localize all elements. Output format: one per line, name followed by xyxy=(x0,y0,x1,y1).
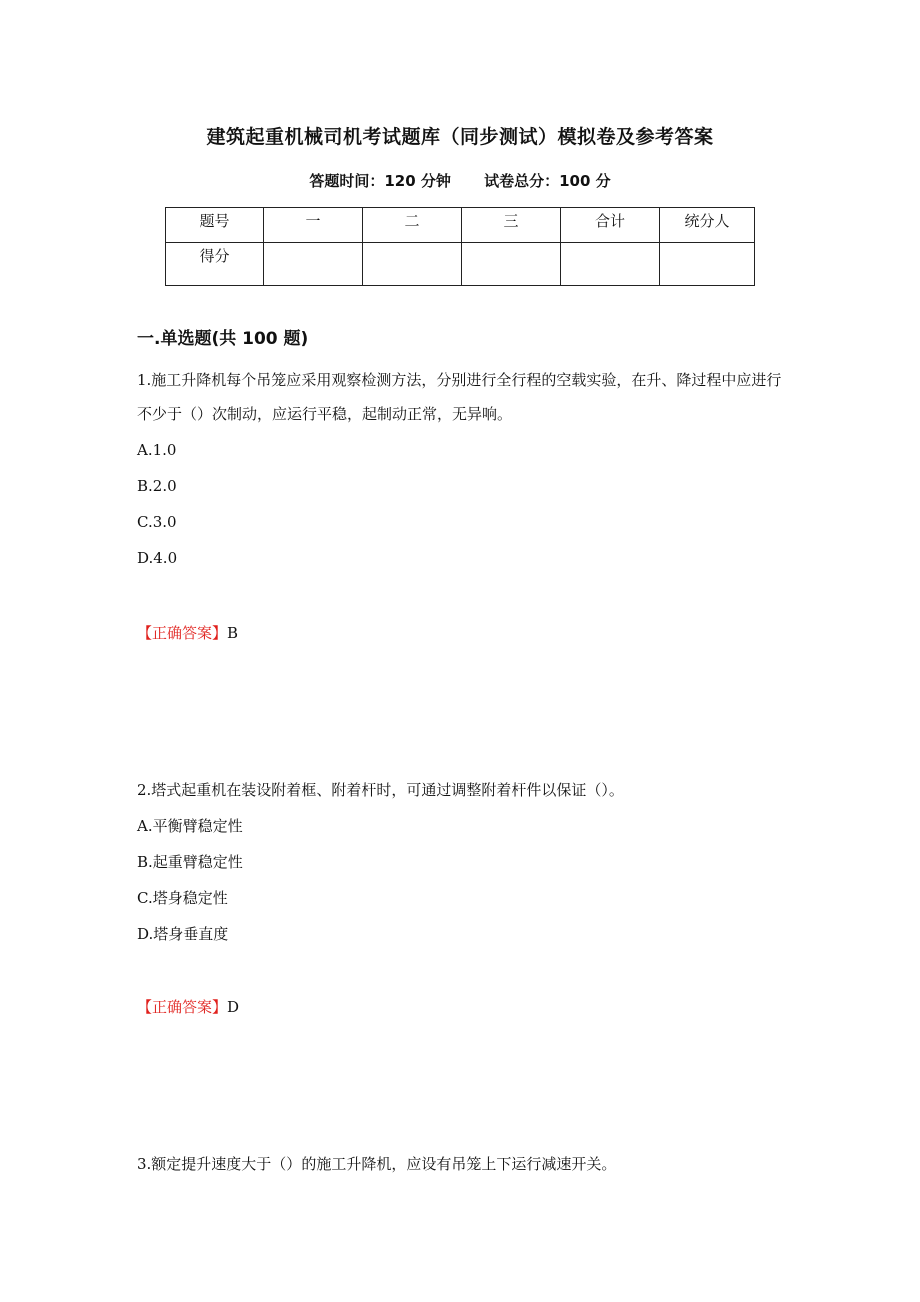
question-text: 2.塔式起重机在装设附着框、附着杆时，可通过调整附着杆件以保证（）。 xyxy=(137,781,624,799)
correct-answer-value: B xyxy=(227,624,239,642)
option-item: B.2.0 xyxy=(137,477,177,495)
exam-total-score: 试卷总分：100 分 xyxy=(484,172,611,190)
correct-answer xyxy=(137,996,239,1017)
section-title: 一.单选题(共 100 题) xyxy=(137,329,309,349)
exam-meta xyxy=(0,170,920,191)
correct-answer-value: D xyxy=(227,998,240,1016)
score-table-row-label: 得分 xyxy=(166,243,264,286)
question-text: 1.施工升降机每个吊笼应采用观察检测方法，分别进行全行程的空载实验，在升、降过程中应进行不少于（）次制动，应运行平稳，起制动正常，无异响。 xyxy=(137,371,782,423)
option-item: B.起重臂稳定性 xyxy=(137,853,243,871)
score-table-header-cell: 三 xyxy=(462,208,561,243)
correct-answer-label: 【正确答案】 xyxy=(137,998,228,1016)
score-cell xyxy=(660,243,755,286)
score-table-header-row xyxy=(166,208,755,243)
option-item: A.平衡臂稳定性 xyxy=(137,817,243,835)
correct-answer xyxy=(137,622,238,643)
option-item: A.1.0 xyxy=(137,441,177,459)
option-item: C.3.0 xyxy=(137,513,177,531)
question-text: 3.额定提升速度大于（）的施工升降机，应设有吊笼上下运行减速开关。 xyxy=(137,1155,617,1173)
score-table-header-cell: 二 xyxy=(363,208,462,243)
score-table-header-cell: 一 xyxy=(264,208,363,243)
option-item: C.塔身稳定性 xyxy=(137,889,228,907)
option-item: D.4.0 xyxy=(137,549,178,567)
correct-answer-label: 【正确答案】 xyxy=(137,624,228,642)
score-cell xyxy=(462,243,561,286)
score-table-header-cell: 统分人 xyxy=(660,208,755,243)
score-table-row xyxy=(166,243,755,286)
score-cell xyxy=(561,243,660,286)
score-cell xyxy=(264,243,363,286)
document-title: 建筑起重机械司机考试题库（同步测试）模拟卷及参考答案 xyxy=(206,126,714,148)
score-table-header-cell: 题号 xyxy=(166,208,264,243)
exam-time: 答题时间：120 分钟 xyxy=(309,172,451,190)
score-table xyxy=(165,207,755,286)
option-item: D.塔身垂直度 xyxy=(137,925,229,943)
score-table-header-cell: 合计 xyxy=(561,208,660,243)
score-cell xyxy=(363,243,462,286)
